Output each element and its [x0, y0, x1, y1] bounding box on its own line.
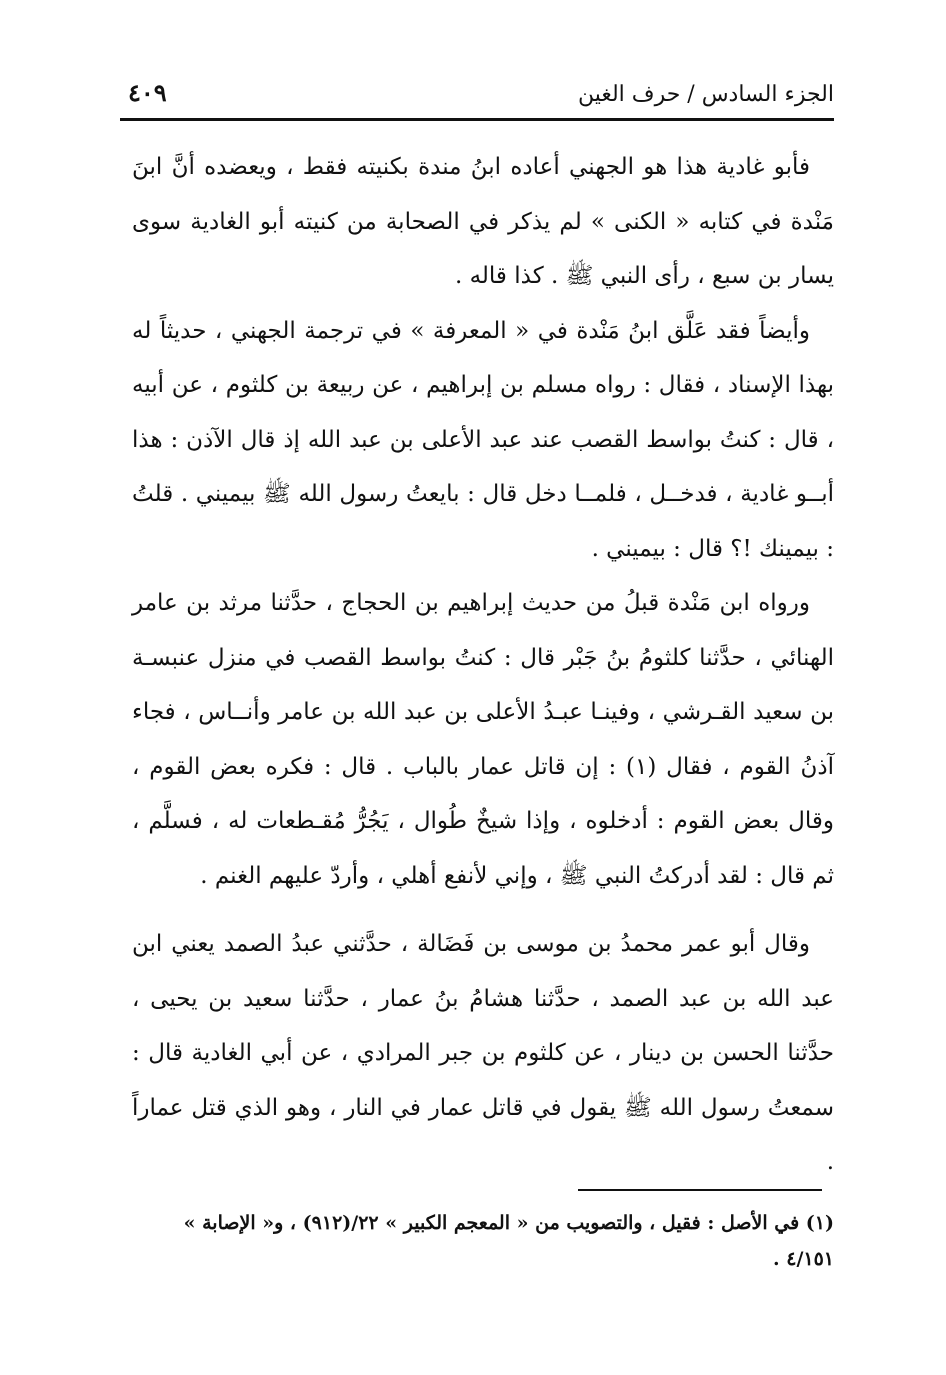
- header-rule: [120, 118, 834, 121]
- footnote-separator: [578, 1189, 822, 1191]
- page-number: ٤٠٩: [128, 78, 167, 107]
- footnote-text: (١) في الأصل : فقيل ، والتصويب من « المعجم الكبير » ٢٢/(٩١٢) ، و« الإصابة » ٤/١٥١ .: [183, 1212, 834, 1270]
- paragraph: فأبو غادية هذا هو الجهني أعاده ابنُ مندة بكنيته فقط ، ويعضده أنَّ ابنَ مَنْدة في كتابه « الكنى » لم يذكر في الصحابة من كنيته أبو الغادية سوى يسار بن سبع ، رأى النبي ﷺ . كذا قاله .: [132, 154, 834, 289]
- main-text: [132, 140, 834, 1190]
- paragraph: وأيضاً فقد عَلَّق ابنُ مَنْدة في « المعرفة » في ترجمة الجهني ، حديثاً له بهذا الإسناد ، فقال : رواه مسلم بن إبراهيم ، عن ربيعة بن كلثوم ، عن أبيه ، قال : كنتُ بواسط القصب عند عبد الأعلى بن عبد الله إذ قال الآذن : هذا أبــو غادية ، فدخــل ، فلمــا دخل قال : بايعتُ رسول الله ﷺ بيميني . قلتُ : بيمينك !؟ قال : بيميني .: [132, 317, 834, 562]
- paragraph: ورواه ابن مَنْدة قبلُ من حديث إبراهيم بن الحجاج ، حدَّثنا مرثد بن عامر الهنائي ، حدَّثنا كلثومُ بنُ جَبْر قال : كنتُ بواسط القصب في منزل عنبسـة بن سعيد القـرشي ، وفينـا عبـدُ الأعلى بن عبد الله بن عامر وأنــاس ، فجاء آذنُ القوم ، فقال (١) : إن قاتل عمار بالباب . قال : فكره بعض القوم ، وقال بعض القوم : أدخلوه ، وإذا شيخٌ طُوال ، يَجُرُّ مُقـطعات له ، فسلَّم ، ثم قال : لقد أدركتُ النبي ﷺ ، وإني لأنفع أهلي ، وأردّ عليهم الغنم .: [132, 590, 834, 889]
- paragraph: وقال أبو عمر محمدُ بن موسى بن فَضَالة ، حدَّثني عبدُ الصمد يعني ابن عبد الله بن عبد الصمد ، حدَّثنا هشامُ بنُ عمار ، حدَّثنا سعيد بن يحيى ، حدَّثنا الحسن بن دينار ، عن كلثوم بن جبر المرادي ، عن أبي الغادية قال : سمعتُ رسول الله ﷺ يقول في قاتل عمار في النار ، وهو الذي قتل عماراً .: [132, 931, 834, 1175]
- page-header: [128, 78, 834, 116]
- footnote: [130, 1205, 834, 1277]
- running-title: الجزء السادس / حرف الغين: [577, 82, 834, 107]
